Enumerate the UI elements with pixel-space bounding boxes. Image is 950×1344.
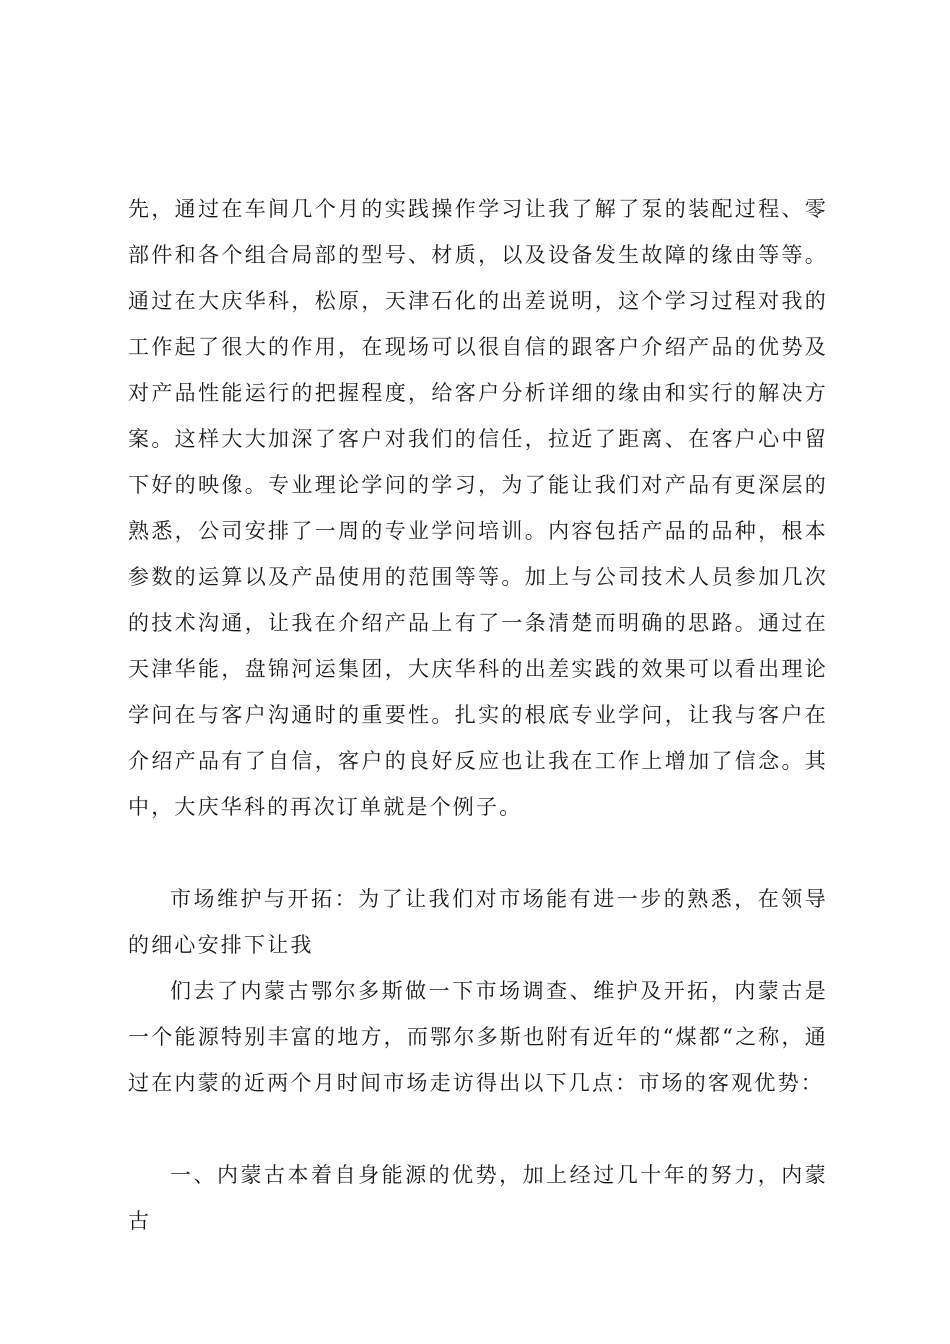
paragraph-text: 市场维护与开拓：为了让我们对市场能有进一步的熟悉，在领导的细心安排下让我: [128, 887, 828, 957]
paragraph-market-maintenance: [128, 876, 828, 968]
paragraph-text: 们去了内蒙古鄂尔多斯做一下市场调查、维护及开拓，内蒙古是一个能源特别丰富的地方，而鄂尔多斯也附有近年的“煤都“之称，通过在内蒙的近两个月时间市场走访得出以下几点：市场的客观优势：: [128, 979, 828, 1095]
paragraph-inner-mongolia: [128, 968, 828, 1106]
paragraph-text: 先，通过在车间几个月的实践操作学习让我了解了泵的装配过程、零部件和各个组合局部的型号、材质，以及设备发生故障的缘由等等。通过在大庆华科，松原，天津石化的出差说明，这个学习过程对我的工作起了很大的作用，在现场可以很自信的跟客户介绍产品的优势及对产品性能运行的把握程度，给客户分析详细的缘由和实行的解决方案。这样大大加深了客户对我们的信任，拉近了距离、在客户心中留下好的映像。专业理论学问的学习，为了能让我们对产品有更深层的熟悉，公司安排了一周的专业学问培训。内容包括产品的品种，根本参数的运算以及产品使用的范围等等。加上与公司技术人员参加几次的技术沟通，让我在介绍产品上有了一条清楚而明确的思路。通过在天津华能，盘锦河运集团，大庆华科的出差实践的效果可以看出理论学问在与客户沟通时的重要性。扎实的根底专业学问，让我与客户在介绍产品有了自信，客户的良好反应也让我在工作上增加了信念。其中，大庆华科的再次订单就是个例子。: [128, 197, 828, 819]
paragraph-point-one: [128, 1152, 828, 1244]
paragraph-training-experience: [128, 186, 828, 830]
paragraph-text: 一、内蒙古本着自身能源的优势，加上经过几十年的努力，内蒙古: [128, 1163, 828, 1233]
